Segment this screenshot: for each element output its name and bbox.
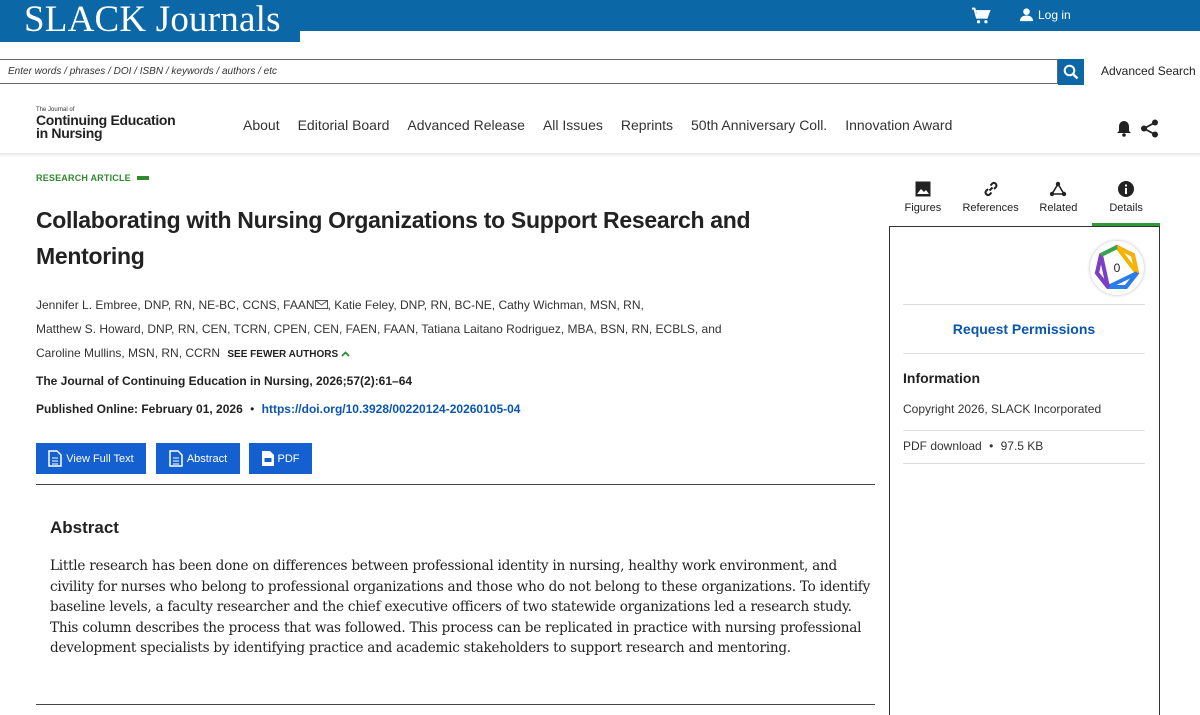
content-divider-top <box>36 484 875 485</box>
info-icon <box>1118 181 1134 197</box>
article-title: Collaborating with Nursing Organizations to Support Research and Mentoring <box>36 207 751 269</box>
citation: The Journal of Continuing Education in Nursing, 2026;57(2):61–64 <box>36 374 413 388</box>
view-full-text-button[interactable] <box>36 443 146 474</box>
altmetric-score: 0 <box>1113 261 1121 275</box>
top-bar-lower-mask <box>300 31 1200 42</box>
see-fewer-label: SEE FEWER AUTHORS <box>227 349 339 360</box>
search-icon <box>1063 64 1079 80</box>
search-button[interactable] <box>1058 59 1084 85</box>
login-link[interactable] <box>1019 7 1071 22</box>
published-date: Published Online: February 01, 2026 <box>36 402 243 416</box>
document-icon <box>169 450 183 467</box>
separator: • <box>250 402 255 416</box>
content-divider-bottom <box>36 704 875 705</box>
copyright-text: Copyright 2026, SLACK Incorporated <box>903 402 1102 416</box>
document-icon <box>48 450 62 467</box>
nav-reprints[interactable]: Reprints <box>620 117 674 133</box>
journal-logo-line1: Continuing Education <box>36 112 176 128</box>
panel-divider <box>903 304 1145 305</box>
abstract-heading: Abstract <box>50 518 119 537</box>
journal-logo[interactable] <box>36 107 176 140</box>
published-line <box>36 402 520 416</box>
network-icon <box>1049 181 1067 197</box>
author-line-1-rest[interactable]: , Katie Feley, DNP, RN, BC-NE, Cathy Wichman, MSN, RN, <box>327 298 644 312</box>
user-icon <box>1019 7 1034 22</box>
tab-figures-label: Figures <box>904 202 942 214</box>
tab-related[interactable] <box>1025 178 1093 226</box>
panel-divider <box>903 430 1145 431</box>
link-icon <box>983 181 999 197</box>
panel-divider <box>903 353 1145 354</box>
tab-references[interactable] <box>957 178 1025 226</box>
article-type-text: RESEARCH ARTICLE <box>36 173 131 183</box>
abstract-button[interactable] <box>156 443 240 474</box>
envelope-icon[interactable] <box>315 300 328 309</box>
pdf-download-label: PDF download <box>903 439 982 453</box>
tab-related-label: Related <box>1039 202 1078 214</box>
login-label: Log in <box>1038 7 1071 22</box>
tab-references-label: References <box>962 202 1019 214</box>
journal-logo-line2: in Nursing <box>36 125 103 141</box>
header-divider <box>0 153 1200 157</box>
author-line-2[interactable]: Matthew S. Howard, DNP, RN, CEN, TCRN, CPEN, CEN, FAEN, FAAN, Tatiana Laitano Rodriguez, MBA, BSN, RN, ECBLS, and <box>36 322 722 336</box>
author-line-1 <box>36 293 736 317</box>
separator: • <box>989 439 994 453</box>
altmetric-badge[interactable] <box>1090 241 1144 295</box>
panel-divider <box>903 463 1145 464</box>
bell-icon[interactable] <box>1116 120 1132 142</box>
author-line-3 <box>36 341 736 367</box>
article-type-bar <box>137 176 149 180</box>
nav-about[interactable]: About <box>243 117 280 133</box>
sidebar-tabs <box>889 178 1160 226</box>
article-type-label <box>36 173 149 183</box>
pdf-download-info <box>903 439 1043 453</box>
image-icon <box>915 181 931 197</box>
nav-all-issues[interactable]: All Issues <box>542 117 603 133</box>
abstract-button-label: Abstract <box>186 452 228 465</box>
request-permissions-link[interactable]: Request Permissions <box>952 321 1096 337</box>
author-list <box>36 293 736 367</box>
author-embree[interactable]: Jennifer L. Embree, DNP, RN, NE-BC, CCNS, FAAN <box>36 298 315 312</box>
search-input[interactable] <box>0 60 1057 83</box>
cart-icon[interactable] <box>971 7 991 25</box>
author-mullins[interactable]: Caroline Mullins, MSN, RN, CCRN <box>36 346 221 360</box>
nav-editorial-board[interactable]: Editorial Board <box>297 117 390 133</box>
chevron-up-icon <box>341 351 350 357</box>
doi-link[interactable]: https://doi.org/10.3928/00220124-20260105-04 <box>261 402 521 416</box>
nav-innovation-award[interactable]: Innovation Award <box>845 117 953 133</box>
abstract-text: Little research has been done on differences between professional identity in nursing, healthy work environment, and civility for nurses who belong to professional organizations and those who do not belong to these organizations. To identify baseline levels, a faculty researcher and the chief executive officers of two statewide organizations led a research study. This column describes the process that was followed. This process can be replicated in practice with nursing professional development specialists by identifying practice and academic stakeholders to support research and mentoring. <box>50 558 870 656</box>
details-panel <box>889 226 1160 715</box>
tab-details-label: Details <box>1109 202 1143 214</box>
nav-advanced-release[interactable]: Advanced Release <box>407 117 525 133</box>
pdf-size: 97.5 KB <box>1000 439 1044 453</box>
pdf-button-label: PDF <box>277 452 300 465</box>
tab-figures[interactable] <box>889 178 957 226</box>
search-bar <box>0 59 1058 84</box>
information-heading: Information <box>903 370 980 386</box>
view-full-text-label: View Full Text <box>66 452 134 465</box>
share-icon[interactable] <box>1140 119 1159 143</box>
journal-logo-small: The Journal of <box>36 107 75 113</box>
main-nav <box>243 117 970 133</box>
pdf-icon <box>262 451 274 466</box>
tab-details[interactable] <box>1092 178 1160 226</box>
slack-journals-logo[interactable]: SLACK Journals <box>24 0 281 40</box>
nav-50th-anniversary[interactable]: 50th Anniversary Coll. <box>691 117 828 133</box>
pdf-button[interactable] <box>249 443 312 474</box>
advanced-search-link[interactable]: Advanced Search <box>1101 64 1196 78</box>
see-fewer-authors-button[interactable] <box>227 349 350 360</box>
